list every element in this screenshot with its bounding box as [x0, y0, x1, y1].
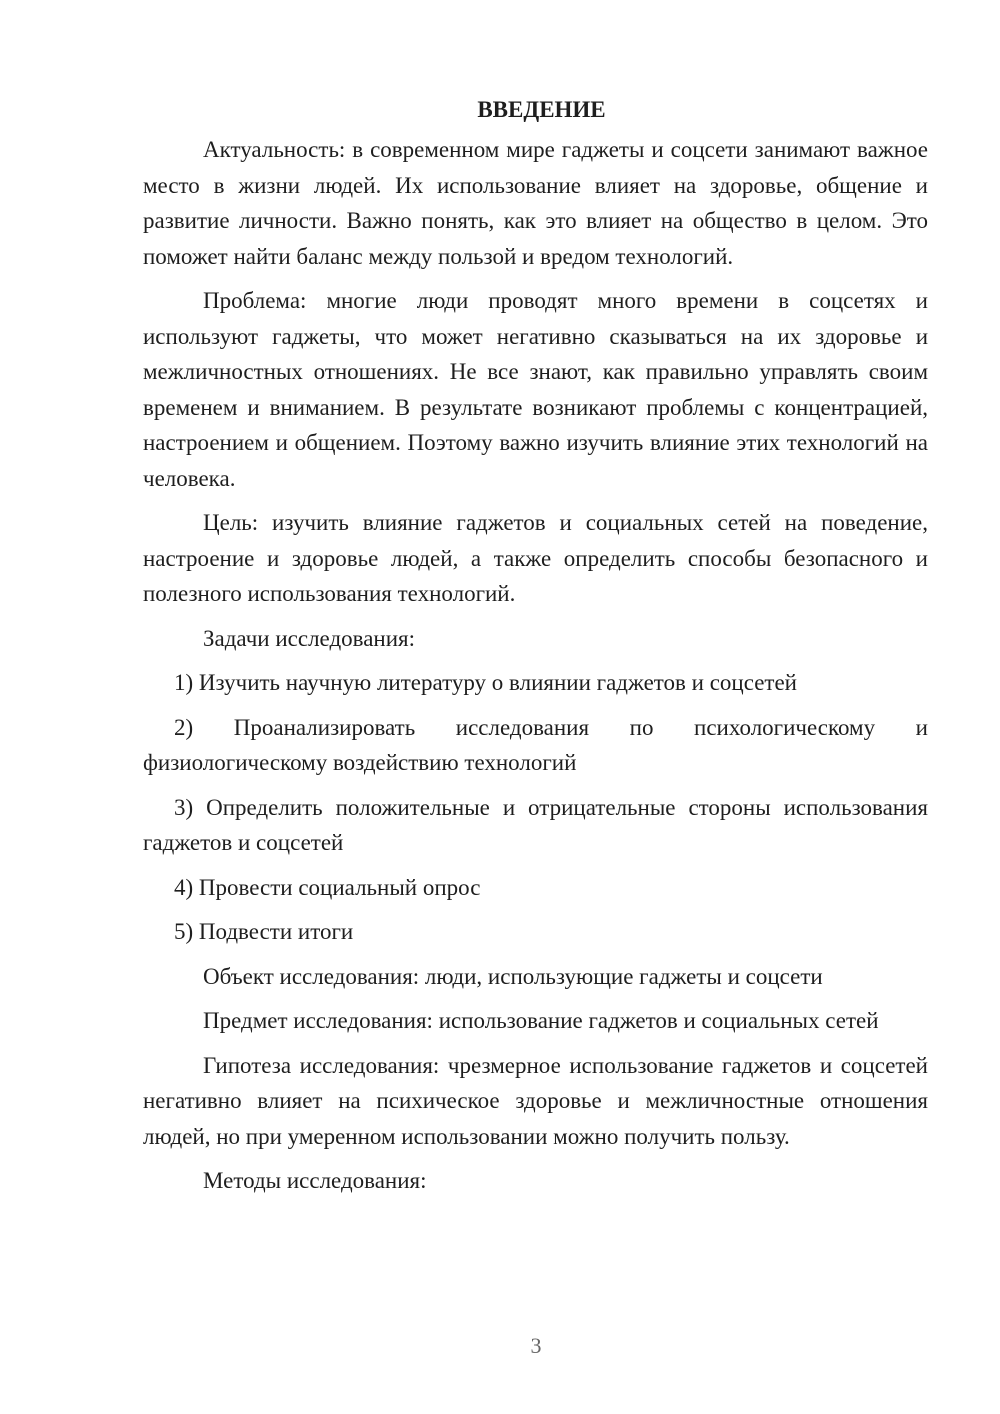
paragraph-problem: Проблема: многие люди проводят много времени в соцсетях и используют гаджеты, что может негативно сказываться на их здоровье и межличностных отношениях. Не все знают, как правильно управлять своим временем и вниманием. В результате возникают проблемы с концентрацией, настроением и общением. Поэтому важно изучить влияние этих технологий на человека. [143, 288, 928, 491]
page-number: 3 [530, 1333, 542, 1358]
task-item-1: 1) Изучить научную литературу о влиянии гаджетов и соцсетей [174, 670, 797, 695]
task-item-2: 2) Проанализировать исследования по психологическому и физиологическому воздействию технологий [143, 714, 928, 775]
task-item-5: 5) Подвести итоги [174, 919, 354, 944]
paragraph-object: Объект исследования: люди, использующие гаджеты и соцсети [203, 963, 823, 989]
page-title: ВВЕДЕНИЕ [477, 97, 606, 122]
paragraph-hypothesis: Гипотеза исследования: чрезмерное использование гаджетов и соцсетей негативно влияет на психическое здоровье и межличностные отношения людей, но при умеренном использовании можно получить пользу. [143, 1052, 928, 1149]
paragraph-subject: Предмет исследования: использование гаджетов и социальных сетей [203, 1008, 879, 1033]
document-page [143, 92, 928, 1208]
task-item-3: 3) Определить положительные и отрицательные стороны использования гаджетов и соцсетей [143, 794, 928, 855]
tasks-heading: Задачи исследования: [203, 625, 416, 651]
task-item-4: 4) Провести социальный опрос [174, 874, 481, 900]
paragraph-goal: Цель: изучить влияние гаджетов и социальных сетей на поведение, настроение и здоровье людей, а также определить способы безопасного и полезного использования технологий. [143, 510, 928, 606]
paragraph-relevance: Актуальность: в современном мире гаджеты и соцсети занимают важное место в жизни людей. Их использование влияет на здоровье, общение и развитие личности. Важно понять, как это влияет на общество в целом. Это поможет найти баланс между пользой и вредом технологий. [143, 137, 928, 269]
methods-heading: Методы исследования: [203, 1168, 427, 1193]
